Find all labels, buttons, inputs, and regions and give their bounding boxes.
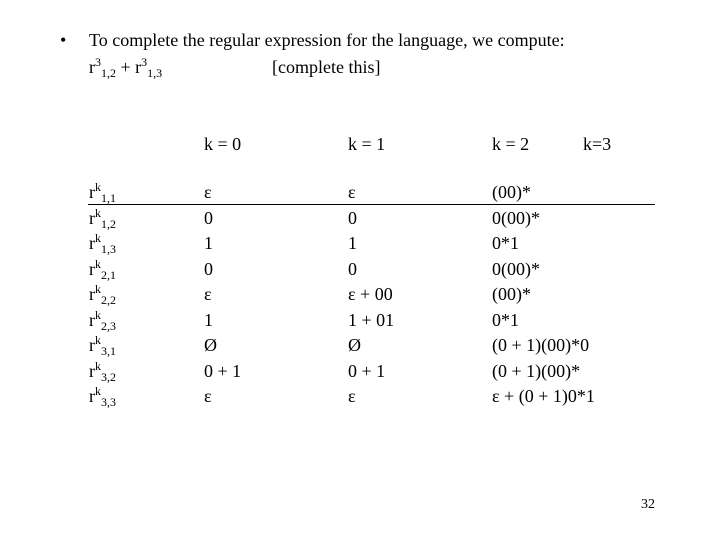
- table-cell-k2: 0*1: [492, 233, 519, 253]
- table-cell-k0: 1: [204, 233, 213, 253]
- table-cell-k2: 0(00)*: [492, 259, 540, 279]
- bullet-point: •: [60, 30, 67, 50]
- table-cell-k1: Ø: [348, 335, 361, 355]
- row-label-base: r: [89, 284, 95, 304]
- row-label-base: r: [89, 386, 95, 406]
- table-cell-k2: (00)*: [492, 182, 531, 202]
- row-label-base: r: [89, 259, 95, 279]
- row-label-sup: k: [95, 231, 101, 245]
- expr-plus: +: [116, 57, 136, 77]
- row-label-sub: 3,2: [101, 370, 116, 384]
- row-label-sub: 1,2: [101, 217, 116, 231]
- row-label-sub: 2,3: [101, 319, 116, 333]
- expr-term-1-sup: 3: [95, 55, 101, 69]
- row-label-sub: 3,3: [101, 395, 116, 409]
- row-label-sub: 1,1: [101, 191, 116, 205]
- row-label-sub: 3,1: [101, 344, 116, 358]
- expr-term-1: [89, 55, 116, 80]
- table-cell-k2: 0*1: [492, 310, 519, 330]
- table-cell-k2: 0(00)*: [492, 208, 540, 228]
- expr-term-2: [135, 55, 163, 80]
- row-label-base: r: [89, 233, 95, 253]
- table-cell-k1: 0 + 1: [348, 361, 386, 381]
- table-cell-k2: (0 + 1)(00)*: [492, 361, 581, 381]
- row-label-sup: k: [95, 333, 101, 347]
- row-label: [89, 335, 116, 356]
- column-header-k3: k=3: [583, 134, 612, 154]
- table-cell-k1: 0: [348, 208, 357, 228]
- table-cell-k2: ε + (0 + 1)0*1: [492, 386, 595, 406]
- row-label: [89, 259, 116, 280]
- header-divider: [88, 204, 655, 205]
- row-label-sup: k: [95, 282, 101, 296]
- column-header-k1: k = 1: [348, 134, 386, 154]
- row-label: [89, 233, 116, 254]
- row-label: [89, 310, 116, 331]
- column-header-k2: k = 2: [492, 134, 530, 154]
- row-label: [89, 284, 116, 305]
- row-label-sub: 2,2: [101, 293, 116, 307]
- expr-term-1-sub: 1,2: [101, 66, 116, 80]
- table-cell-k1: ε + 00: [348, 284, 393, 304]
- row-label-base: r: [89, 335, 95, 355]
- row-label-sup: k: [95, 384, 101, 398]
- table-cell-k0: Ø: [204, 335, 217, 355]
- intro-text: To complete the regular expression for the language, we compute:: [89, 30, 565, 50]
- table-cell-k2: (0 + 1)(00)*0: [492, 335, 590, 355]
- row-label-sub: 2,1: [101, 268, 116, 282]
- table-cell-k1: ε: [348, 182, 356, 202]
- row-label-base: r: [89, 361, 95, 381]
- table-cell-k1: 0: [348, 259, 357, 279]
- row-label-sup: k: [95, 359, 101, 373]
- row-label-sup: k: [95, 206, 101, 220]
- row-label-base: r: [89, 310, 95, 330]
- row-label-sub: 1,3: [101, 242, 116, 256]
- table-cell-k1: ε: [348, 386, 356, 406]
- table-cell-k1: 1 + 01: [348, 310, 395, 330]
- table-cell-k0: 0: [204, 208, 213, 228]
- expr-term-2-sup: 3: [141, 55, 148, 69]
- expr-term-1-base: r: [89, 57, 95, 77]
- table-cell-k0: ε: [204, 386, 212, 406]
- table-cell-k1: 1: [348, 233, 357, 253]
- row-label: [89, 386, 116, 407]
- table-cell-k0: 1: [204, 310, 213, 330]
- expr-term-2-base: r: [135, 57, 142, 77]
- page-number: 32: [641, 497, 655, 512]
- table-cell-k0: ε: [204, 182, 212, 202]
- expr-term-2-sub: 1,3: [147, 66, 163, 80]
- row-label: [89, 361, 116, 382]
- target-expression: [89, 57, 162, 78]
- column-header-k0: k = 0: [204, 134, 242, 154]
- table-cell-k0: ε: [204, 284, 212, 304]
- table-cell-k0: 0 + 1: [204, 361, 242, 381]
- row-label: [89, 208, 116, 229]
- table-cell-k0: 0: [204, 259, 213, 279]
- table-cell-k2: (00)*: [492, 284, 531, 304]
- placeholder-note: [complete this]: [272, 57, 381, 77]
- row-label-sup: k: [95, 180, 101, 194]
- row-label-sup: k: [95, 257, 101, 271]
- row-label-base: r: [89, 208, 95, 228]
- row-label: [89, 182, 116, 203]
- row-label-base: r: [89, 182, 95, 202]
- row-label-sup: k: [95, 308, 101, 322]
